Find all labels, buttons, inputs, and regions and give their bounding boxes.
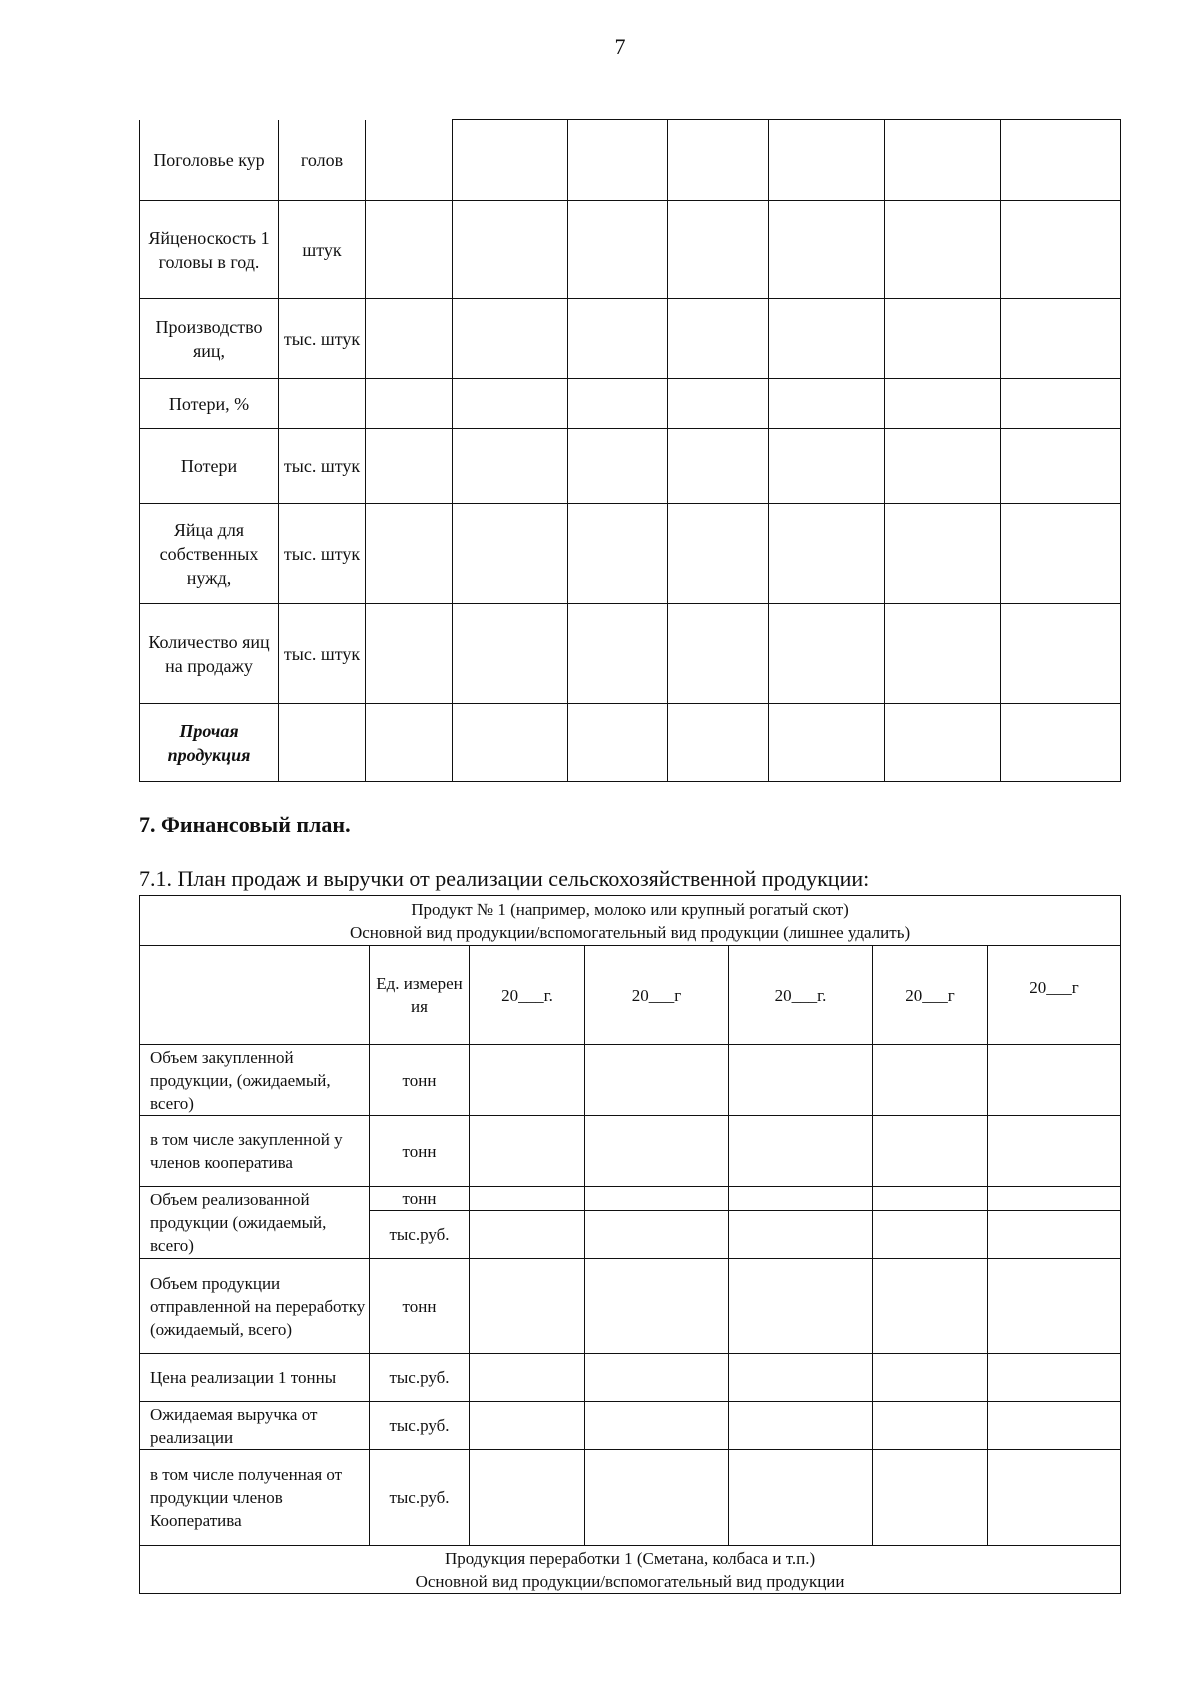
empty-cell <box>729 1116 873 1187</box>
processing-product-line1: Продукция переработки 1 (Сметана, колбаса и т.п.) <box>444 1548 816 1568</box>
table-row <box>140 1116 1121 1187</box>
page-number: 7 <box>614 34 626 59</box>
table-row <box>140 1402 1121 1450</box>
empty-cell <box>470 1116 585 1187</box>
empty-cell <box>885 201 1001 299</box>
table-row <box>140 1259 1121 1354</box>
empty-cell <box>453 704 568 782</box>
row-label: Количество яиц на продажу <box>140 604 279 704</box>
empty-cell <box>453 604 568 704</box>
row-unit: тыс. штук <box>279 299 366 379</box>
empty-cell <box>729 1354 873 1402</box>
empty-cell <box>366 120 453 201</box>
empty-cell <box>568 604 668 704</box>
empty-cell <box>885 504 1001 604</box>
empty-cell <box>568 120 668 201</box>
row-label: Яйца для собственных нужд, <box>140 504 279 604</box>
product-header <box>140 896 1121 946</box>
empty-cell <box>568 379 668 429</box>
row-unit: тыс. штук <box>279 429 366 504</box>
empty-cell <box>470 1259 585 1354</box>
row-unit: тыс.руб. <box>370 1402 470 1450</box>
empty-cell <box>885 429 1001 504</box>
empty-cell <box>366 504 453 604</box>
empty-cell <box>453 299 568 379</box>
empty-cell <box>988 1354 1121 1402</box>
empty-cell <box>568 504 668 604</box>
empty-cell <box>885 704 1001 782</box>
empty-cell <box>585 1211 729 1259</box>
empty-cell <box>668 201 769 299</box>
table-row <box>140 1045 1121 1116</box>
row-label: Потери <box>140 429 279 504</box>
empty-cell <box>568 201 668 299</box>
processing-product-line2: Основной вид продукции/вспомогательный вид продукции <box>415 1571 845 1591</box>
empty-cell <box>470 1045 585 1116</box>
empty-cell <box>1001 704 1121 782</box>
empty-cell <box>729 1450 873 1546</box>
table-row <box>140 504 1121 604</box>
unit-header: Ед. измерен ия <box>370 946 470 1045</box>
year-header: 20___г. <box>729 946 873 1045</box>
empty-cell <box>873 1187 988 1211</box>
empty-cell <box>729 1259 873 1354</box>
empty-cell <box>769 704 885 782</box>
empty-cell <box>873 1402 988 1450</box>
row-unit: штук <box>279 201 366 299</box>
table-row <box>140 429 1121 504</box>
sales-plan-table <box>139 895 1121 1594</box>
empty-cell <box>873 1354 988 1402</box>
row-label: Потери, % <box>140 379 279 429</box>
empty-cell <box>1001 604 1121 704</box>
table-row <box>140 704 1121 782</box>
empty-cell <box>769 379 885 429</box>
empty-cell <box>668 504 769 604</box>
empty-cell <box>366 379 453 429</box>
empty-cell <box>1001 379 1121 429</box>
product-header-row <box>140 896 1121 946</box>
empty-cell <box>668 120 769 201</box>
empty-cell <box>470 1354 585 1402</box>
empty-cell <box>453 379 568 429</box>
row-unit: тонн <box>370 1259 470 1354</box>
empty-cell <box>668 604 769 704</box>
empty-cell <box>988 1187 1121 1211</box>
empty-cell <box>668 299 769 379</box>
empty-cell <box>873 1259 988 1354</box>
empty-cell <box>729 1045 873 1116</box>
empty-cell <box>988 1402 1121 1450</box>
year-header: 20___г <box>585 946 729 1045</box>
empty-cell <box>568 299 668 379</box>
empty-cell <box>1001 299 1121 379</box>
table-row <box>140 1354 1121 1402</box>
empty-cell <box>769 201 885 299</box>
empty-cell <box>988 1259 1121 1354</box>
empty-cell <box>769 120 885 201</box>
table-row <box>140 1450 1121 1546</box>
year-header: 20___г. <box>470 946 585 1045</box>
empty-cell <box>668 704 769 782</box>
year-header: 20___г <box>873 946 988 1045</box>
section-title: 7. Финансовый план. <box>139 812 351 837</box>
empty-cell <box>366 299 453 379</box>
empty-cell <box>769 429 885 504</box>
row-unit: тонн <box>370 1045 470 1116</box>
empty-cell <box>988 1211 1121 1259</box>
empty-cell <box>453 504 568 604</box>
empty-cell <box>470 1450 585 1546</box>
row-unit <box>279 704 366 782</box>
empty-cell <box>668 379 769 429</box>
empty-cell <box>366 604 453 704</box>
row-unit: голов <box>279 120 366 201</box>
row-label: Прочая продукция <box>140 704 279 782</box>
row-label: в том числе полученная от продукции членов Кооператива <box>140 1450 370 1546</box>
empty-cell <box>988 1450 1121 1546</box>
subsection-title: 7.1. План продаж и выручки от реализации сельскохозяйственной продукции: <box>139 866 870 891</box>
empty-cell <box>585 1187 729 1211</box>
row-label: Ожидаемая выручка от реализации <box>140 1402 370 1450</box>
row-unit: тонн <box>370 1116 470 1187</box>
empty-cell <box>873 1045 988 1116</box>
empty-cell <box>885 379 1001 429</box>
processing-product-header <box>140 1546 1121 1594</box>
empty-cell <box>366 704 453 782</box>
table-row <box>140 1187 1121 1211</box>
empty-cell <box>470 1187 585 1211</box>
empty-cell <box>585 1450 729 1546</box>
product-header-line2: Основной вид продукции/вспомогательный вид продукции (лишнее удалить) <box>349 922 911 942</box>
row-unit: тыс.руб. <box>370 1211 470 1259</box>
empty-cell <box>668 429 769 504</box>
product-header-line1: Продукт № 1 (например, молоко или крупный рогатый скот) <box>411 899 849 919</box>
empty-cell <box>988 1045 1121 1116</box>
empty-cell <box>729 1211 873 1259</box>
empty-cell <box>1001 120 1121 201</box>
row-unit: тонн <box>370 1187 470 1211</box>
row-unit: тыс.руб. <box>370 1354 470 1402</box>
row-label: Производство яиц, <box>140 299 279 379</box>
row-label: Объем продукции отправленной на переработку (ожидаемый, всего) <box>140 1259 370 1354</box>
empty-cell <box>1001 504 1121 604</box>
empty-cell <box>1001 429 1121 504</box>
empty-cell <box>453 201 568 299</box>
row-label: в том числе закупленной у членов кооператива <box>140 1116 370 1187</box>
processing-product-row <box>140 1546 1121 1594</box>
empty-cell <box>568 704 668 782</box>
empty-cell <box>885 299 1001 379</box>
empty-cell <box>885 604 1001 704</box>
empty-cell <box>1001 201 1121 299</box>
row-label: Яйценоскость 1 головы в год. <box>140 201 279 299</box>
empty-header-cell <box>140 946 370 1045</box>
empty-cell <box>568 429 668 504</box>
row-label: Поголовье кур <box>140 120 279 201</box>
empty-cell <box>729 1402 873 1450</box>
empty-cell <box>769 299 885 379</box>
empty-cell <box>453 429 568 504</box>
table-row <box>140 120 1121 201</box>
row-unit: тыс.руб. <box>370 1450 470 1546</box>
column-header-row <box>140 946 1121 1045</box>
empty-cell <box>873 1211 988 1259</box>
row-label: Объем закупленной продукции, (ожидаемый, всего) <box>140 1045 370 1116</box>
empty-cell <box>470 1211 585 1259</box>
row-label: Объем реализованной продукции (ожидаемый, всего) <box>140 1187 370 1259</box>
row-unit <box>279 379 366 429</box>
table-row <box>140 201 1121 299</box>
row-unit: тыс. штук <box>279 504 366 604</box>
row-unit: тыс. штук <box>279 604 366 704</box>
empty-cell <box>585 1354 729 1402</box>
row-label: Цена реализации 1 тонны <box>140 1354 370 1402</box>
empty-cell <box>769 504 885 604</box>
empty-cell <box>885 120 1001 201</box>
empty-cell <box>585 1259 729 1354</box>
year-header: 20___г <box>988 946 1121 1045</box>
empty-cell <box>366 429 453 504</box>
table-row <box>140 299 1121 379</box>
empty-cell <box>470 1402 585 1450</box>
table-row <box>140 379 1121 429</box>
empty-cell <box>873 1116 988 1187</box>
empty-cell <box>585 1045 729 1116</box>
empty-cell <box>585 1116 729 1187</box>
empty-cell <box>366 201 453 299</box>
poultry-production-table <box>139 119 1121 782</box>
empty-cell <box>585 1402 729 1450</box>
empty-cell <box>729 1187 873 1211</box>
table-row <box>140 604 1121 704</box>
empty-cell <box>453 120 568 201</box>
empty-cell <box>988 1116 1121 1187</box>
empty-cell <box>873 1450 988 1546</box>
empty-cell <box>769 604 885 704</box>
